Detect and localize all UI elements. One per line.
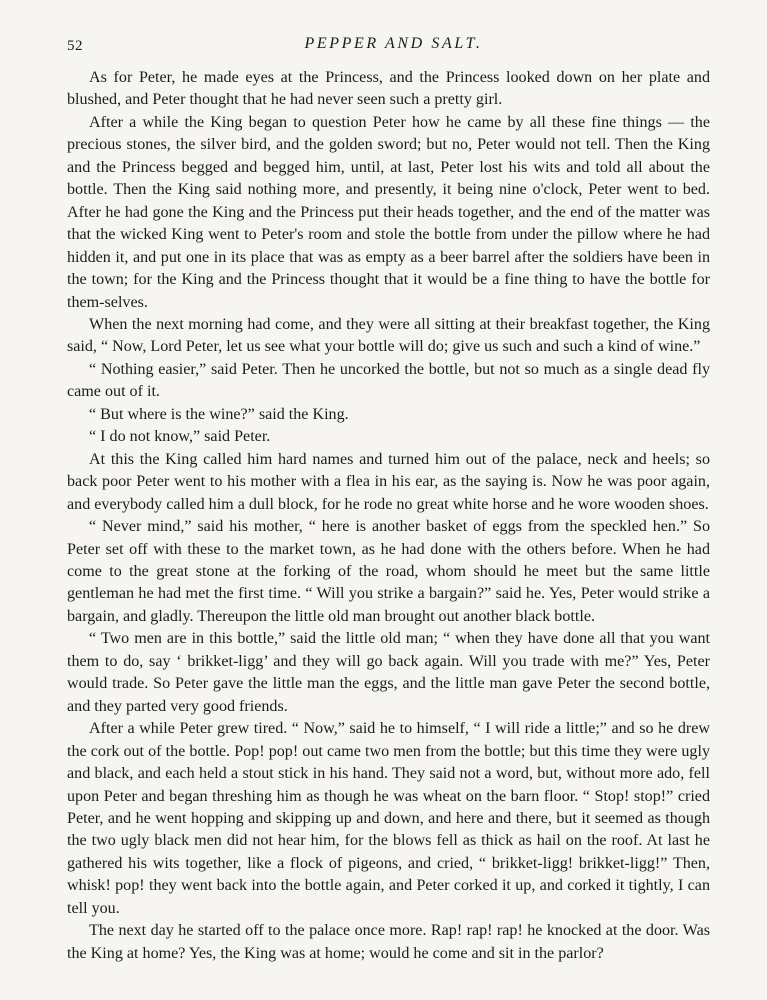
paragraph: “ Never mind,” said his mother, “ here is another basket of eggs from the speckled hen.” So Peter set off with these to the market town, as he had done with the others before. When he had come to the great stone at the forking of the road, whom should he meet but the same little gentleman he had met the first time. “ Will you strike a bargain?” said he. Yes, Peter would strike a bargain, and gladly. Thereupon the little old man brought out another black bottle. xyxy=(67,518,710,625)
page-number: 52 xyxy=(67,38,83,54)
paragraph: After a while the King began to question Peter how he came by all these fine things — the precious stones, the silver bird, and the golden sword; but no, Peter would not tell. Then the King and the Princess begged and begged him, until, at last, Peter lost his wits and told all about the bottle. Then the King said nothing more, and presently, it being nine o'clock, Peter went to bed. After he had gone the King and the Princess put their heads together, and the end of the matter was that the wicked King went to Peter's room and stole the bottle from under the pillow where he had hidden it, and put one in its place that was as empty as a beer barrel after the soldiers have been in the town; for the King and the Princess thought that it would be a fine thing to have the bottle for them-selves. xyxy=(67,113,710,311)
paragraph: “ I do not know,” said Peter. xyxy=(89,428,271,446)
paragraph: At this the King called him hard names and turned him out of the palace, neck and heels; so back poor Peter went to his mother with a flea in his ear, as the saying is. Now he was poor again, and everybody called him a dull block, for he rode no great white horse and he wore wooden shoes. xyxy=(67,450,710,513)
paragraph: After a while Peter grew tired. “ Now,” said he to himself, “ I will ride a little;” and so he drew the cork out of the bottle. Pop! pop! out came two men from the bottle; but this time they were ugly and black, and each held a stout stick in his hand. They said not a word, but, without more ado, fell upon Peter and began threshing him as though he was wheat on the barn floor. “ Stop! stop!” cried Peter, and he went hopping and skipping up and down, and here and there, but it seemed as though the two ugly black men did not hear him, for the blows fell as thick as hail on the roof. At last he gathered his wits together, like a flock of pigeons, and cried, “ brikket-ligg! brikket-ligg!” Then, whisk! pop! they went back into the bottle again, and Peter corked it up, and corked it tightly, I can tell you. xyxy=(67,720,710,917)
running-title: PEPPER AND SALT. xyxy=(304,35,483,52)
paragraph: When the next morning had come, and they were all sitting at their breakfast together, the King said, “ Now, Lord Peter, let us see what your bottle will do; give us such and such a kind of wine.” xyxy=(67,315,710,356)
body-text xyxy=(67,67,710,965)
paragraph: “ But where is the wine?” said the King. xyxy=(89,405,349,423)
paragraph: The next day he started off to the palace once more. Rap! rap! rap! he knocked at the door. Was the King at home? Yes, the King was at home; would he come and sit in the parlor? xyxy=(67,922,710,962)
paragraph: “ Nothing easier,” said Peter. Then he uncorked the bottle, but not so much as a single dead fly came out of it. xyxy=(67,360,710,401)
paragraph: As for Peter, he made eyes at the Princess, and the Princess looked down on her plate and blushed, and Peter thought that he had never seen such a pretty girl. xyxy=(67,69,710,109)
running-head xyxy=(67,35,710,59)
paragraph: “ Two men are in this bottle,” said the little old man; “ when they have done all that you want them to do, say ‘ brikket-ligg’ and they will go back again. Will you trade with me?” Yes, Peter would trade. So Peter gave the little man the eggs, and the little man gave Peter the second bottle, and they parted very good friends. xyxy=(67,630,710,715)
